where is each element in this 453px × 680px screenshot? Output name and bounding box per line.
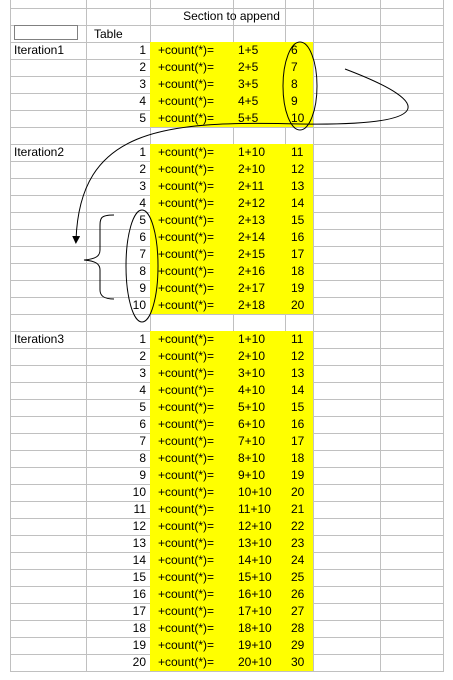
row-number: 7 (139, 247, 146, 261)
result-value: 9 (291, 94, 298, 108)
count-formula: +count(*)= (158, 332, 215, 346)
result-value: 26 (291, 587, 305, 601)
result-value: 13 (291, 179, 305, 193)
count-formula: +count(*)= (158, 60, 215, 74)
result-value: 29 (291, 638, 305, 652)
expression: 2+10 (238, 349, 266, 363)
result-value: 12 (291, 162, 305, 176)
expression: 2+17 (238, 281, 266, 295)
expression: 3+10 (238, 366, 266, 380)
result-value: 16 (291, 417, 305, 431)
row-number: 1 (139, 145, 146, 159)
count-formula: +count(*)= (158, 298, 215, 312)
left-curly-brace (84, 215, 114, 299)
row-number: 1 (139, 332, 146, 346)
count-formula: +count(*)= (158, 451, 215, 465)
row-number: 3 (139, 179, 146, 193)
result-value: 30 (291, 655, 305, 669)
expression: 18+10 (238, 621, 272, 635)
expression: 10+10 (238, 485, 272, 499)
count-formula: +count(*)= (158, 43, 215, 57)
count-formula: +count(*)= (158, 213, 215, 227)
result-value: 13 (291, 366, 305, 380)
expression: 4+5 (238, 94, 259, 108)
row-number: 2 (139, 162, 146, 176)
expression: 1+10 (238, 332, 266, 346)
row-number: 14 (132, 553, 146, 567)
result-value: 15 (291, 400, 305, 414)
iteration2-numbers-ellipse (126, 210, 158, 322)
row-number: 13 (132, 536, 146, 550)
count-formula: +count(*)= (158, 587, 215, 601)
row-number: 10 (132, 298, 146, 312)
expression: 13+10 (238, 536, 272, 550)
expression: 2+10 (238, 162, 266, 176)
row-number: 9 (139, 468, 146, 482)
count-formula: +count(*)= (158, 349, 215, 363)
expression: 5+5 (238, 111, 259, 125)
expression: 2+16 (238, 264, 266, 278)
expression: 1+5 (238, 43, 259, 57)
section-title: Section to append (183, 9, 280, 23)
count-formula: +count(*)= (158, 383, 215, 397)
count-formula: +count(*)= (158, 77, 215, 91)
iteration1-results-ellipse (283, 42, 317, 130)
expression: 3+5 (238, 77, 259, 91)
iteration-label: Iteration3 (14, 332, 65, 346)
result-value: 8 (291, 77, 298, 91)
expression: 2+11 (238, 179, 265, 193)
expression: 2+13 (238, 213, 266, 227)
row-number: 1 (139, 43, 146, 57)
count-formula: +count(*)= (158, 94, 215, 108)
row-number: 6 (139, 417, 146, 431)
expression: 19+10 (238, 638, 272, 652)
result-value: 25 (291, 570, 305, 584)
result-value: 17 (291, 247, 305, 261)
result-value: 22 (291, 519, 305, 533)
row-number: 4 (139, 94, 146, 108)
count-formula: +count(*)= (158, 400, 215, 414)
row-number: 18 (132, 621, 146, 635)
count-formula: +count(*)= (158, 179, 215, 193)
count-formula: +count(*)= (158, 434, 215, 448)
row-number: 17 (132, 604, 146, 618)
result-value: 11 (291, 332, 304, 346)
expression: 2+15 (238, 247, 266, 261)
result-value: 14 (291, 383, 305, 397)
expression: 12+10 (238, 519, 272, 533)
expression: 17+10 (238, 604, 272, 618)
row-number: 10 (132, 485, 146, 499)
result-value: 17 (291, 434, 305, 448)
row-number: 8 (139, 264, 146, 278)
expression: 5+10 (238, 400, 266, 414)
expression: 9+10 (238, 468, 266, 482)
result-value: 21 (291, 502, 305, 516)
count-formula: +count(*)= (158, 281, 215, 295)
expression: 8+10 (238, 451, 266, 465)
count-formula: +count(*)= (158, 604, 215, 618)
result-value: 11 (291, 145, 304, 159)
count-formula: +count(*)= (158, 519, 215, 533)
count-formula: +count(*)= (158, 162, 215, 176)
count-formula: +count(*)= (158, 264, 215, 278)
count-formula: +count(*)= (158, 196, 215, 210)
iteration-label: Iteration2 (14, 145, 65, 159)
table-label: Table (94, 27, 123, 41)
row-number: 8 (139, 451, 146, 465)
iteration-label: Iteration1 (14, 43, 65, 57)
row-number: 3 (139, 366, 146, 380)
flow-arrow (76, 69, 408, 240)
count-formula: +count(*)= (158, 468, 215, 482)
result-value: 14 (291, 196, 305, 210)
result-value: 23 (291, 536, 305, 550)
row-number: 5 (139, 400, 146, 414)
count-formula: +count(*)= (158, 502, 215, 516)
result-value: 10 (291, 111, 305, 125)
row-number: 4 (139, 383, 146, 397)
row-number: 5 (139, 111, 146, 125)
expression: 4+10 (238, 383, 266, 397)
count-formula: +count(*)= (158, 536, 215, 550)
row-number: 7 (139, 434, 146, 448)
row-number: 12 (132, 519, 146, 533)
expression: 15+10 (238, 570, 272, 584)
row-number: 5 (139, 213, 146, 227)
expression: 16+10 (238, 587, 272, 601)
expression: 20+10 (238, 655, 272, 669)
expression: 7+10 (238, 434, 266, 448)
result-value: 7 (291, 60, 298, 74)
row-number: 16 (132, 587, 146, 601)
row-number: 6 (139, 230, 146, 244)
count-formula: +count(*)= (158, 655, 215, 669)
count-formula: +count(*)= (158, 485, 215, 499)
expression: 6+10 (238, 417, 266, 431)
result-value: 27 (291, 604, 305, 618)
expression: 11+10 (238, 502, 271, 516)
row-number: 2 (139, 60, 146, 74)
result-value: 24 (291, 553, 305, 567)
count-formula: +count(*)= (158, 366, 215, 380)
expression: 14+10 (238, 553, 272, 567)
row-number: 9 (139, 281, 146, 295)
count-formula: +count(*)= (158, 111, 215, 125)
result-value: 20 (291, 298, 305, 312)
expression: 2+14 (238, 230, 266, 244)
count-formula: +count(*)= (158, 638, 215, 652)
row-number: 15 (132, 570, 146, 584)
result-value: 15 (291, 213, 305, 227)
result-value: 12 (291, 349, 305, 363)
expression: 2+12 (238, 196, 266, 210)
expression: 2+5 (238, 60, 259, 74)
count-formula: +count(*)= (158, 621, 215, 635)
expression: 2+18 (238, 298, 266, 312)
count-formula: +count(*)= (158, 145, 215, 159)
expression: 1+10 (238, 145, 266, 159)
row-number: 19 (132, 638, 146, 652)
row-number: 20 (132, 655, 146, 669)
row-number: 4 (139, 196, 146, 210)
result-value: 19 (291, 468, 305, 482)
count-formula: +count(*)= (158, 417, 215, 431)
row-number: 2 (139, 349, 146, 363)
result-value: 16 (291, 230, 305, 244)
count-formula: +count(*)= (158, 570, 215, 584)
result-value: 20 (291, 485, 305, 499)
count-formula: +count(*)= (158, 230, 215, 244)
result-value: 28 (291, 621, 305, 635)
row-number: 3 (139, 77, 146, 91)
count-formula: +count(*)= (158, 553, 215, 567)
result-value: 19 (291, 281, 305, 295)
count-formula: +count(*)= (158, 247, 215, 261)
result-value: 18 (291, 451, 305, 465)
row-number: 11 (133, 502, 146, 516)
result-value: 18 (291, 264, 305, 278)
result-value: 6 (291, 43, 298, 57)
